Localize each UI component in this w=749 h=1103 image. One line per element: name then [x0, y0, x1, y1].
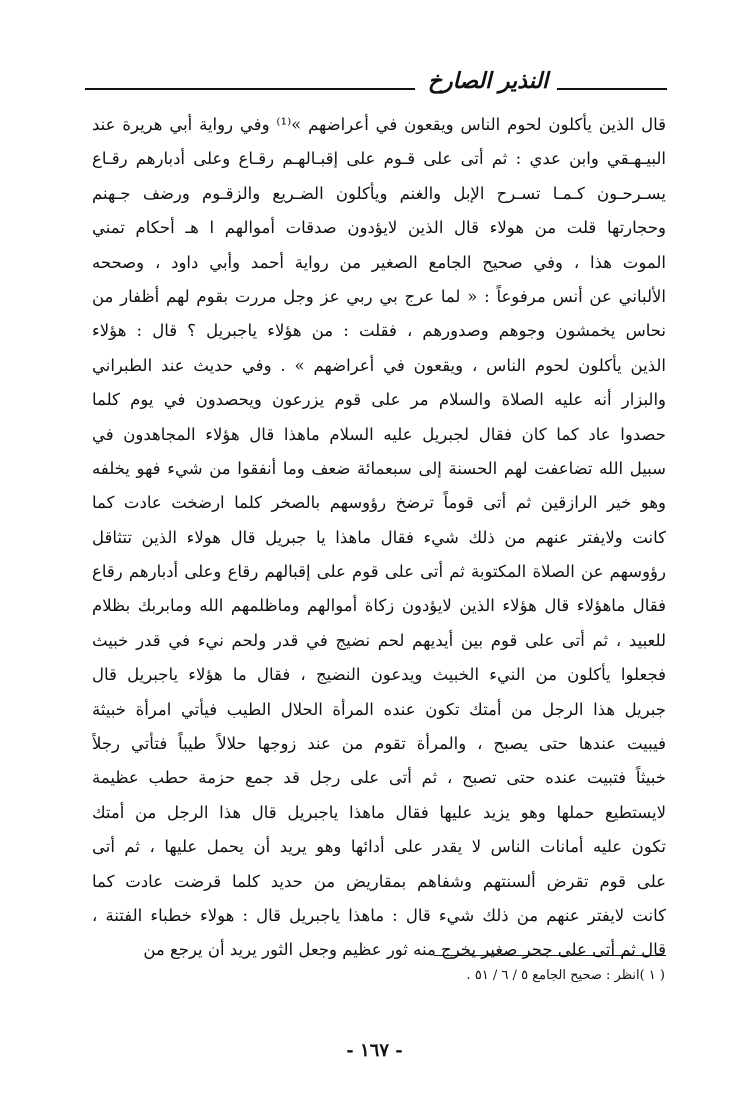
text-line: كانت لايفتر عنهم من ذلك شيء قال : ماهذا ياجبريل قال : هولاء خطباء الفتنة ،: [92, 905, 666, 925]
text-line: تكون عليه أمانات الناس لا يقدر على أدائها وهو يريد أن يحمل عليها ، ثم أتى: [92, 837, 666, 857]
footnote: ( ١ )انظر : صحيح الجامع ٥ / ٦ / ٥١ .: [466, 968, 665, 983]
text-line: فقال ماهؤلاء قال هؤلاء الذين لايؤدون زكاة أموالهم وماظلمهم الله ومابربك بظلام: [92, 596, 666, 616]
text-line: للعبيد ، ثم أتى على قوم بين أيديهم لحم نضيج في قدر ولحم نيء في قدر خبيث: [92, 630, 666, 650]
text-line: كانت ولايفتر عنهم من ذلك شيء فقال ماهذا يا جبريل قال هولاء الذين تتثاقل: [92, 527, 666, 547]
text-line: الألباني عن أنس مرفوعاً : « لما عرج بي ربي عز وجل مررت بقوم لهم أظفار من: [92, 286, 666, 306]
text-line: سبيل الله تضاعفت لهم الحسنة إلى سبعمائة ضعف وما أنفقوا من شيء فهو يخلفه: [92, 458, 666, 478]
text-line: خبيثاً فتبيت عنده حتى تصبح ، ثم أتى على رجل قد جمع حزمة حطب عظيمة: [92, 768, 666, 788]
page-number: - ١٦٧ -: [346, 1040, 403, 1061]
text-line: رؤوسهم عن الصلاة المكتوبة ثم أتى على قوم على إقبالهم رقاع وعلى أدبارهم رقاع: [92, 562, 666, 582]
text-line: وحجارتها قلت من هولاء قال الذين لايؤدون صدقات أموالهم ا هـ أحكام تمني: [92, 218, 666, 238]
header-rule-left: [85, 88, 415, 90]
header-title: النذير الصارخ: [427, 68, 549, 94]
text-line: والبزار أنه عليه الصلاة والسلام مر على قوم يزرعون ويحصدون في يوم كلما: [92, 390, 666, 410]
text-line: فجعلوا يأكلون من النيء الخبيث ويدعون النضيج ، فقال ما هؤلاء ياجبريل قال: [92, 665, 666, 685]
text-line: البيـهـقي وابن عدي : ثم أتى على قـوم على إقبـالهـم رقـاع وعلى أدبارهم رقـاع: [92, 149, 666, 169]
text-line: فيبيت عندها حتى يصبح ، والمرأة تقوم من عند زوجها حلالاً طيباً فتأتي رجلاً: [92, 734, 666, 754]
body-text: [92, 108, 666, 968]
text-line: جبريل هذا الرجل من أمتك تكون عنده المرأة الحلال الطيب فيأتي امرأة خبيثة: [92, 699, 666, 719]
header-rule-right: [557, 88, 667, 90]
text-line: لايستطيع حملها وهو يزيد عليها فقال ماهذا ياجبريل قال هذا الرجل من أمتك: [92, 802, 666, 822]
running-header: [85, 62, 667, 102]
text-line: الموت هذا ، وفي صحيح الجامع الصغير من رواية أحمد وأبي داود ، وصححه: [92, 252, 666, 272]
text-line: وهو خير الرازقين ثم أتى قوماً ترضخ رؤوسهم بالصخر كلما ارضخت عادت كما: [92, 493, 666, 513]
text-line: نحاس يخمشون وجوهم وصدورهم ، فقلت : من هؤلاء ياجبريل ؟ قال : هؤلاء: [92, 321, 666, 341]
text-line: قال ثم أتى على جحر صغير يخرج منه ثور عظيم وجعل الثور يريد أن يرجع من: [143, 940, 666, 960]
footnote-rule: [434, 955, 666, 956]
text-line: قال الذين يأكلون لحوم الناس ويقعون في أعراضهم »⁽¹⁾ وفي رواية أبي هريرة عند: [92, 115, 666, 134]
text-line: على قوم تقرض ألسنتهم وشفاهم بمقاريض من حديد كلما قرضت عادت كما: [92, 871, 666, 891]
text-line: الذين يأكلون لحوم الناس ، ويقعون في أعراضهم » . وفي حديث عند الطبراني: [92, 355, 666, 375]
text-line: حصدوا عاد كما كان فقال لجبريل عليه السلام ماهذا قال هؤلاء المجاهدون في: [92, 424, 666, 444]
text-line: يسـرحـون كـمـا تسـرح الإبل والغنم ويأكلون الضـريع والزقـوم ورضف جـهنم: [92, 183, 666, 203]
